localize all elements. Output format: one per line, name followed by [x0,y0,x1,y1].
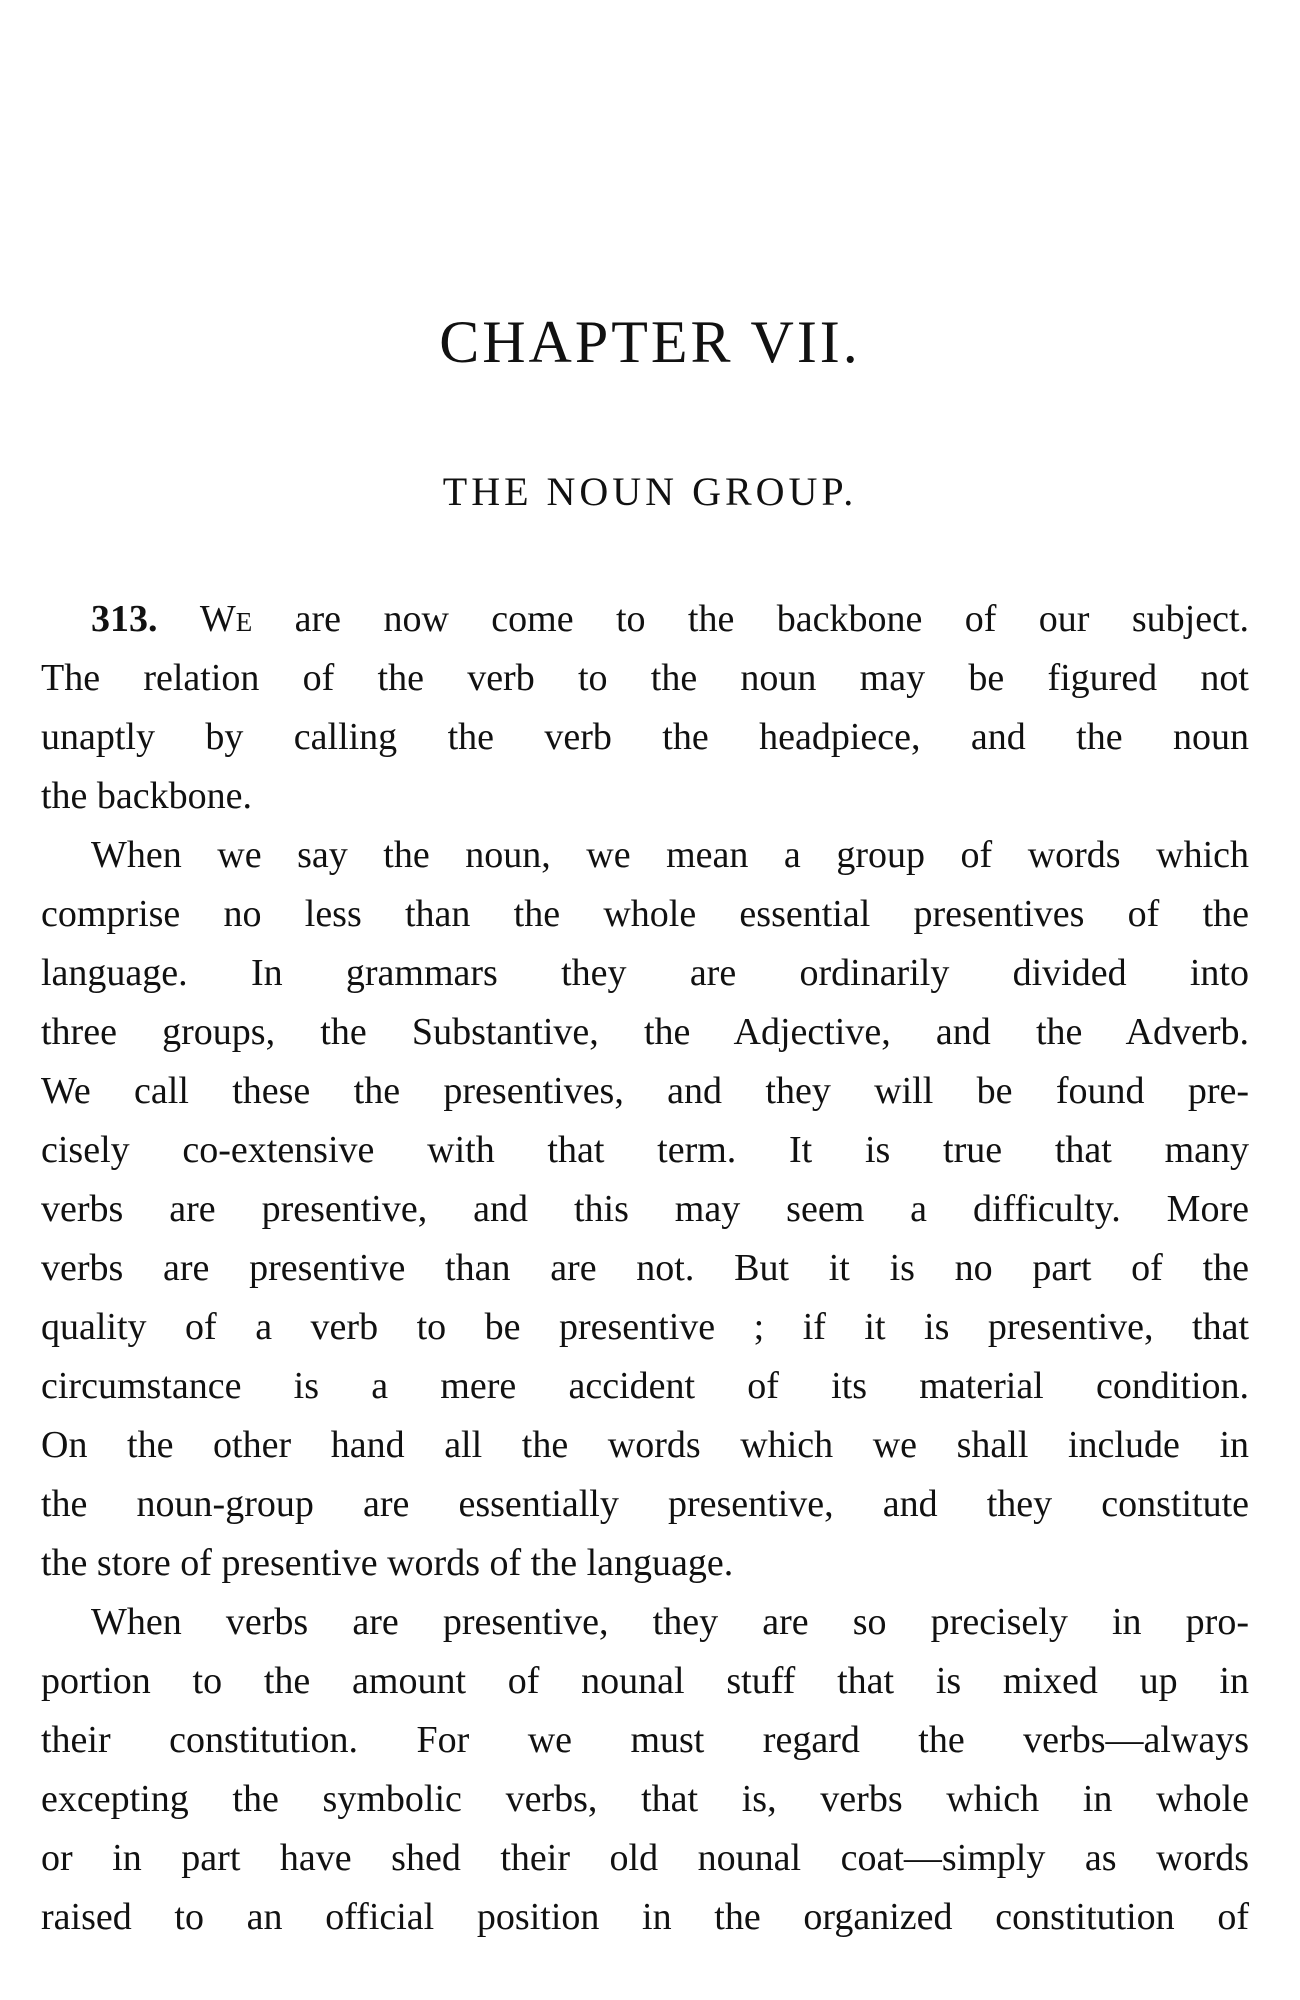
text-line: We call these the presentives, and they will be found pre- [41,1070,1249,1112]
text-line: verbs are presentive than are not. But it is no part of the [41,1247,1249,1289]
text-line: quality of a verb to be presentive ; if it is presentive, that [41,1306,1249,1348]
body-text [41,590,1249,1947]
section-number: 313. [91,598,200,640]
chapter-title: THE NOUN GROUP. [442,469,858,514]
text-line [41,590,1249,649]
chapter-heading: CHAPTER VII. [439,309,861,375]
text-line: three groups, the Substantive, the Adjective, and the Adverb. [41,1011,1249,1053]
text-line: When verbs are presentive, they are so precisely in pro- [91,1601,1249,1643]
text-line: language. In grammars they are ordinarily divided into [41,952,1249,994]
text-line: portion to the amount of nounal stuff that is mixed up in [41,1660,1249,1702]
text-line: verbs are presentive, and this may seem a difficulty. More [41,1188,1249,1230]
text-line: On the other hand all the words which we shall include in [41,1424,1249,1466]
text-line: their constitution. For we must regard the verbs—always [41,1719,1249,1761]
text-line: or in part have shed their old nounal coat—simply as words [41,1837,1249,1879]
text-line: excepting the symbolic verbs, that is, verbs which in whole [41,1778,1249,1820]
text-line: circumstance is a mere accident of its material condition. [41,1365,1249,1407]
text-line: cisely co-extensive with that term. It is true that many [41,1129,1249,1171]
text-line: the store of presentive words of the language. [41,1542,734,1584]
text-line: The relation of the verb to the noun may be figured not [41,657,1249,699]
text-line: the backbone. [41,775,253,817]
line-text: are now come to the backbone of our subject. [252,598,1249,640]
text-line: When we say the noun, we mean a group of words which [91,834,1249,876]
text-line: unaptly by calling the verb the headpiece, and the noun [41,716,1249,758]
text-line: the noun-group are essentially presentive, and they constitute [41,1483,1249,1525]
lead-word: We [199,598,253,640]
text-line: comprise no less than the whole essential presentives of the [41,893,1249,935]
text-line: raised to an official position in the organized constitution of [41,1896,1249,1938]
